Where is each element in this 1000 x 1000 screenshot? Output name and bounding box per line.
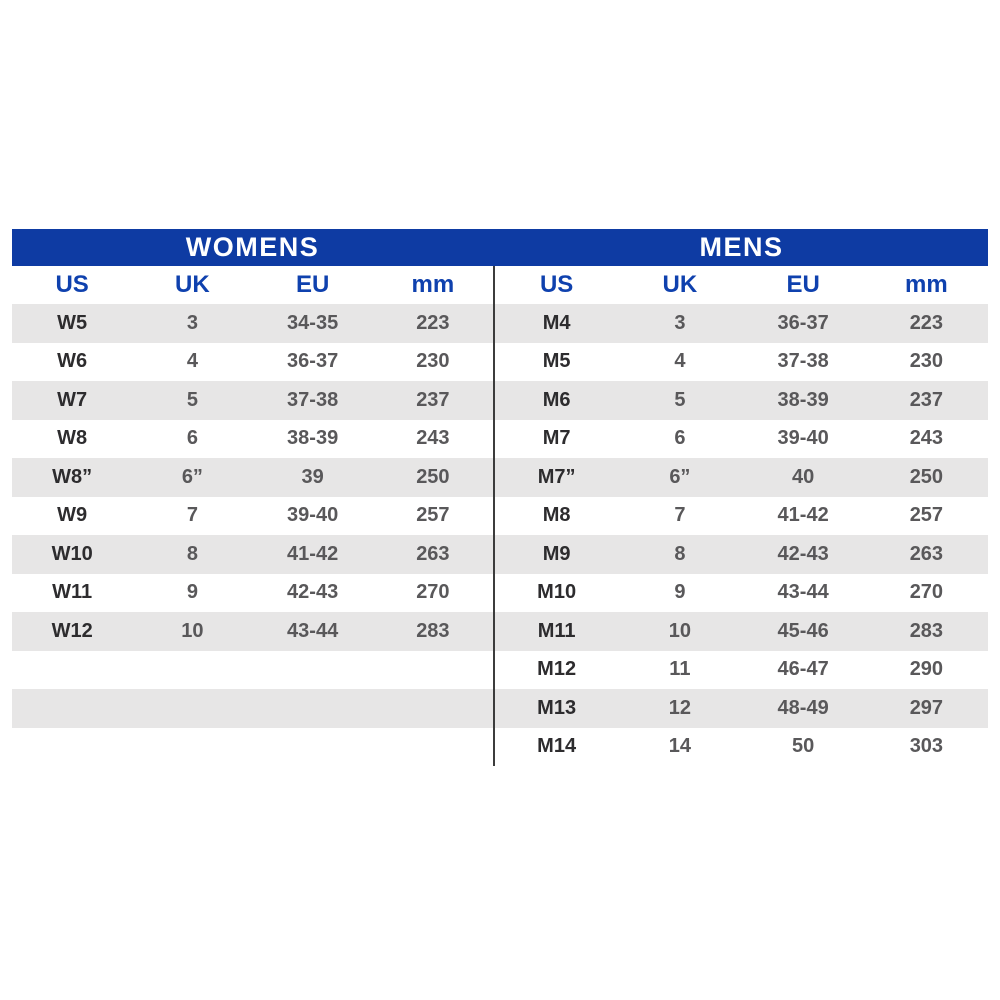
table-cell: 223 [909, 311, 944, 334]
table-row [495, 728, 988, 767]
table-cell: 6 [674, 427, 686, 450]
womens-table [12, 266, 493, 766]
table-cell: 37-38 [777, 350, 829, 373]
table-cell: 8 [674, 542, 686, 565]
table-cell: 250 [416, 465, 450, 488]
table-row [495, 497, 988, 536]
table-cell: M10 [537, 581, 577, 604]
table-row [12, 458, 493, 497]
table-cell: 12 [668, 696, 691, 719]
table-cell: M13 [537, 696, 577, 719]
table-cell: 5 [674, 388, 686, 411]
table-cell: 257 [909, 504, 944, 527]
womens-column-header-eu: EU [295, 271, 330, 298]
table-cell: 243 [416, 427, 450, 450]
womens-column-headers [12, 266, 493, 304]
womens-section-title: WOMENS [185, 232, 320, 262]
table-row [495, 381, 988, 420]
table-cell: 14 [668, 735, 691, 758]
table-cell: 230 [909, 350, 944, 373]
table-row [12, 497, 493, 536]
table-cell: 38-39 [287, 427, 339, 450]
table-row [495, 612, 988, 651]
table-cell: 7 [186, 504, 198, 527]
table-row [495, 574, 988, 613]
table-cell: 270 [416, 581, 450, 604]
mens-column-header-eu: EU [786, 271, 820, 298]
table-cell: 38-39 [777, 388, 829, 411]
mens-column-header-us: US [539, 271, 574, 298]
table-cell: 270 [909, 581, 944, 604]
table-row [12, 651, 493, 690]
table-cell: 50 [792, 735, 815, 758]
table-cell: 10 [181, 619, 204, 642]
table-cell: 40 [792, 465, 815, 488]
table-cell: 34-35 [287, 311, 339, 334]
table-cell: 45-46 [777, 619, 829, 642]
table-cell: M8 [542, 504, 571, 527]
table-cell: M7” [537, 465, 576, 488]
table-cell: M4 [542, 311, 571, 334]
table-cell: W8 [57, 427, 88, 450]
table-cell: W5 [57, 311, 88, 334]
table-cell: 36-37 [777, 311, 829, 334]
table-cell: 36-37 [287, 350, 339, 373]
table-cell: 37-38 [287, 388, 339, 411]
table-cell: 42-43 [777, 542, 829, 565]
mens-column-header-uk: UK [662, 271, 698, 298]
table-cell: 9 [186, 581, 198, 604]
table-cell: 43-44 [287, 619, 339, 642]
table-cell: 5 [186, 388, 198, 411]
table-cell: 6 [186, 427, 198, 450]
table-row [12, 381, 493, 420]
table-cell: M9 [542, 542, 571, 565]
table-row [12, 728, 493, 767]
table-cell: 303 [909, 735, 944, 758]
table-cell: W11 [52, 581, 93, 604]
table-cell: 46-47 [777, 658, 829, 681]
table-cell: 263 [909, 542, 944, 565]
table-cell: M11 [537, 619, 576, 642]
womens-column-header-uk: UK [175, 271, 210, 298]
mens-rows [495, 304, 988, 766]
table-row [495, 458, 988, 497]
table-cell: M12 [537, 658, 577, 681]
table-cell: 283 [909, 619, 944, 642]
table-row [495, 343, 988, 382]
table-cell: W7 [57, 388, 88, 411]
table-row [12, 612, 493, 651]
table-cell: 237 [909, 388, 944, 411]
table-cell: 43-44 [777, 581, 829, 604]
table-cell: M5 [542, 350, 571, 373]
table-cell: 39 [301, 465, 324, 488]
table-cell: W9 [57, 504, 88, 527]
table-cell: W12 [51, 619, 93, 642]
table-cell: 3 [186, 311, 198, 334]
table-cell: 257 [416, 504, 450, 527]
table-row [495, 689, 988, 728]
table-cell: 48-49 [777, 696, 829, 719]
table-cell: W6 [57, 350, 88, 373]
table-row [495, 535, 988, 574]
table-row [12, 343, 493, 382]
table-cell: 263 [416, 542, 450, 565]
table-cell: 6” [669, 465, 691, 488]
table-cell: 230 [416, 350, 450, 373]
mens-column-headers [495, 266, 988, 304]
header-band [12, 229, 988, 266]
table-cell: 3 [674, 311, 686, 334]
table-cell: M6 [542, 388, 571, 411]
table-cell: M14 [537, 735, 577, 758]
womens-column-header-mm: mm [411, 271, 455, 298]
table-cell: 243 [909, 427, 944, 450]
womens-rows [12, 304, 493, 766]
mens-section-title: MENS [699, 232, 784, 262]
table-cell: 39-40 [777, 427, 829, 450]
table-cell: 237 [416, 388, 450, 411]
table-cell: 6” [181, 465, 203, 488]
table-cell: 7 [674, 504, 686, 527]
table-row [495, 651, 988, 690]
womens-column-header-us: US [55, 271, 89, 298]
table-row [12, 304, 493, 343]
table-cell: M7 [542, 427, 571, 450]
table-row [12, 420, 493, 459]
table-cell: 8 [186, 542, 198, 565]
mens-column-header-mm: mm [905, 271, 948, 298]
table-cell: 42-43 [287, 581, 339, 604]
table-cell: 11 [669, 658, 691, 681]
table-cell: 41-42 [777, 504, 829, 527]
size-conversion-chart [12, 229, 988, 766]
table-row [495, 420, 988, 459]
table-cell: 4 [674, 350, 686, 373]
table-cell: 290 [909, 658, 944, 681]
mens-table [495, 266, 988, 766]
table-cell: 283 [416, 619, 450, 642]
tables-body [12, 266, 988, 766]
table-row [495, 304, 988, 343]
table-cell: 9 [674, 581, 686, 604]
table-cell: W10 [51, 542, 93, 565]
table-cell: 41-42 [287, 542, 339, 565]
table-row [12, 535, 493, 574]
table-cell: 39-40 [287, 504, 339, 527]
table-cell: 297 [909, 696, 944, 719]
table-cell: 223 [416, 311, 450, 334]
table-row [12, 689, 493, 728]
table-row [12, 574, 493, 613]
table-cell: 10 [668, 619, 691, 642]
table-cell: W8” [52, 465, 93, 488]
table-cell: 4 [186, 350, 198, 373]
table-cell: 250 [909, 465, 944, 488]
